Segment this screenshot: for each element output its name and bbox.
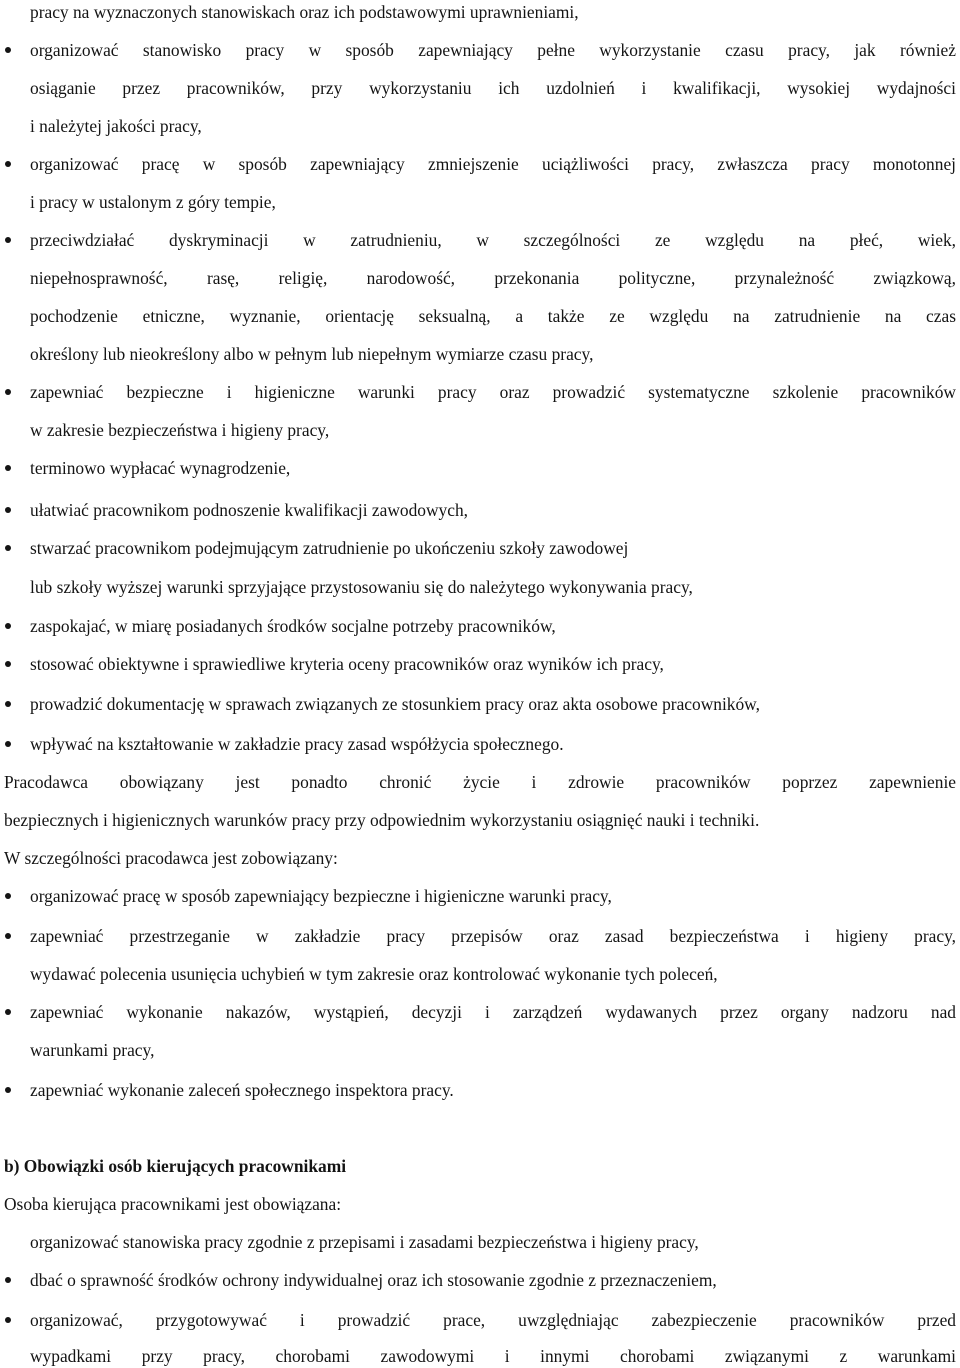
list-item: zapewniać bezpieczne i higieniczne warunki pracy oraz prowadzić systematyczne szkolenie pracowników: [30, 382, 956, 402]
text-line: warunkami pracy,: [30, 1040, 155, 1060]
text-line: określony lub nieokreślony albo w pełnym lub niepełnym wymiarze czasu pracy,: [30, 344, 594, 364]
text-line: osiąganie przez pracowników, przy wykorzystaniu ich uzdolnień i kwalifikacji, wysokiej wydajności: [30, 78, 956, 98]
paragraph-line: Osoba kierująca pracownikami jest obowiązana:: [4, 1194, 342, 1214]
text-line: wydawać polecenia usunięcia uchybień w tym zakresie oraz kontrolować wykonanie tych poleceń,: [30, 964, 718, 984]
paragraph-line: W szczególności pracodawca jest zobowiązany:: [4, 848, 338, 868]
list-item: organizować pracę w sposób zapewniający bezpieczne i higieniczne warunki pracy,: [30, 886, 612, 906]
bullet-icon: [5, 237, 11, 243]
text-line: pochodzenie etniczne, wyznanie, orientację seksualną, a także ze względu na zatrudnienie na czas: [30, 306, 956, 326]
bullet-icon: [5, 1277, 11, 1283]
list-item: zapewniać wykonanie zaleceń społecznego inspektora pracy.: [30, 1080, 454, 1100]
bullet-icon: [5, 933, 11, 939]
text-line: wypadkami przy pracy, chorobami zawodowymi i innymi chorobami związanymi z warunkami: [30, 1346, 956, 1366]
bullet-icon: [5, 47, 11, 53]
text-line: niepełnosprawność, rasę, religię, narodowość, przekonania polityczne, przynależność związkową,: [30, 268, 956, 288]
list-item: zapewniać przestrzeganie w zakładzie pracy przepisów oraz zasad bezpieczeństwa i higieny pracy,: [30, 926, 956, 946]
bullet-icon: [5, 389, 11, 395]
bullet-icon: [5, 623, 11, 629]
text-line: lub szkoły wyższej warunki sprzyjające przystosowaniu się do należytego wykonywania pracy,: [30, 577, 693, 597]
list-item: ułatwiać pracownikom podnoszenie kwalifikacji zawodowych,: [30, 500, 469, 520]
bullet-icon: [5, 893, 11, 899]
paragraph-line: bezpiecznych i higienicznych warunków pracy przy odpowiednim wykorzystaniu osiągnięć nauki i techniki.: [4, 810, 760, 830]
list-item: organizować stanowisko pracy w sposób zapewniający pełne wykorzystanie czasu pracy, jak również: [30, 40, 956, 60]
list-item: organizować pracę w sposób zapewniający zmniejszenie uciążliwości pracy, zwłaszcza pracy monotonnej: [30, 154, 956, 174]
bullet-icon: [5, 701, 11, 707]
text-line: i należytej jakości pracy,: [30, 116, 202, 136]
bullet-icon: [5, 741, 11, 747]
bullet-icon: [5, 1087, 11, 1093]
list-item: zaspokajać, w miarę posiadanych środków socjalne potrzeby pracowników,: [30, 616, 556, 636]
text-line: w zakresie bezpieczeństwa i higieny pracy,: [30, 420, 330, 440]
list-item: wpływać na kształtowanie w zakładzie pracy zasad współżycia społecznego.: [30, 734, 564, 754]
bullet-icon: [5, 1009, 11, 1015]
list-item: stosować obiektywne i sprawiedliwe kryteria oceny pracowników oraz wyników ich pracy,: [30, 654, 664, 674]
text-line: i pracy w ustalonym z góry tempie,: [30, 192, 276, 212]
bullet-icon: [5, 545, 11, 551]
list-item: zapewniać wykonanie nakazów, wystąpień, decyzji i zarządzeń wydawanych przez organy nadzoru nad: [30, 1002, 956, 1022]
list-item: organizować stanowiska pracy zgodnie z przepisami i zasadami bezpieczeństwa i higieny pracy,: [30, 1232, 699, 1252]
list-item: terminowo wypłacać wynagrodzenie,: [30, 458, 291, 478]
bullet-icon: [5, 161, 11, 167]
bullet-icon: [5, 1317, 11, 1323]
bullet-icon: [5, 507, 11, 513]
list-item: prowadzić dokumentację w sprawach związanych ze stosunkiem pracy oraz akta osobowe pracowników,: [30, 694, 760, 714]
text-line: pracy na wyznaczonych stanowiskach oraz ich podstawowymi uprawnieniami,: [30, 2, 579, 22]
section-heading: b) Obowiązki osób kierujących pracownikami: [4, 1156, 347, 1176]
list-item: przeciwdziałać dyskryminacji w zatrudnieniu, w szczególności ze względu na płeć, wiek,: [30, 230, 956, 250]
list-item: dbać o sprawność środków ochrony indywidualnej oraz ich stosowanie zgodnie z przeznaczeniem,: [30, 1270, 717, 1290]
list-item: stwarzać pracownikom podejmującym zatrudnienie po ukończeniu szkoły zawodowej: [30, 538, 629, 558]
bullet-icon: [5, 465, 11, 471]
list-item: organizować, przygotowywać i prowadzić prace, uwzględniając zabezpieczenie pracowników przed: [30, 1310, 956, 1330]
paragraph-line: Pracodawca obowiązany jest ponadto chronić życie i zdrowie pracowników poprzez zapewnienie: [4, 772, 956, 792]
bullet-icon: [5, 661, 11, 667]
